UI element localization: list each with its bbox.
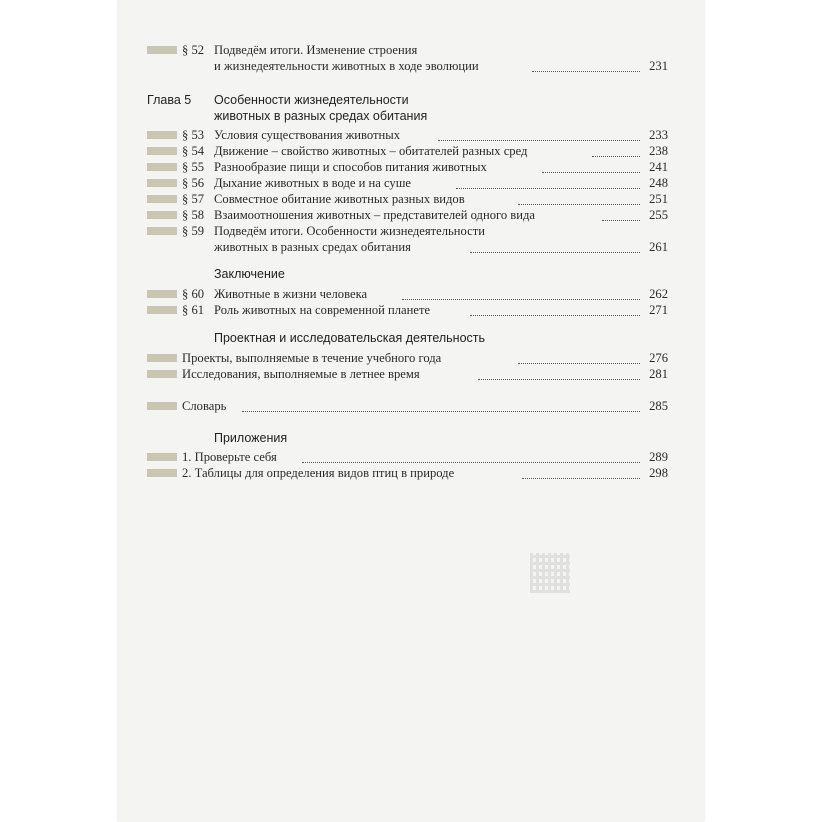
toc-entry-54 <box>118 143 704 159</box>
dot-leader <box>402 298 640 300</box>
chapter-label: Глава 5 <box>147 93 192 107</box>
dot-leader <box>518 362 640 364</box>
show-through-qr <box>530 553 570 593</box>
projects-heading: Проектная и исследовательская деятельность <box>214 331 486 345</box>
section-title-line2: животных в разных средах обитания <box>214 240 411 254</box>
section-number: § 59 <box>182 224 205 238</box>
page-number: 251 <box>649 192 668 206</box>
toc-entry-52 <box>118 42 704 58</box>
section-number: § 60 <box>182 287 205 301</box>
dot-leader <box>532 70 640 72</box>
page-number: 233 <box>649 128 668 142</box>
entry-title: 2. Таблицы для определения видов птиц в природе <box>182 466 455 480</box>
section-number: § 54 <box>182 144 205 158</box>
chapter-title-line1: Особенности жизнедеятельности <box>214 93 409 107</box>
section-title: Дыхание животных в воде и на суше <box>214 176 411 190</box>
chapter-title-line2: животных в разных средах обитания <box>214 109 428 123</box>
dot-leader <box>592 155 640 157</box>
toc-entry-projects <box>118 350 704 366</box>
section-title: Совместное обитание животных разных видов <box>214 192 465 206</box>
page-number: 276 <box>649 351 668 365</box>
toc-entry-dictionary <box>118 398 704 414</box>
dot-leader <box>470 251 640 253</box>
section-marker <box>147 131 177 139</box>
section-number: § 57 <box>182 192 205 206</box>
dot-leader <box>456 187 640 189</box>
toc-entry-61 <box>118 302 704 318</box>
page-number: 241 <box>649 160 668 174</box>
conclusion-heading: Заключение <box>214 267 285 281</box>
toc-entry-56 <box>118 175 704 191</box>
toc-entry-research <box>118 366 704 382</box>
section-title-line2: и жизнедеятельности животных в ходе эволюции <box>214 59 479 73</box>
toc-entry-58 <box>118 207 704 223</box>
section-marker <box>147 227 177 235</box>
page-number: 248 <box>649 176 668 190</box>
page-number: 285 <box>649 399 668 413</box>
section-number: § 56 <box>182 176 205 190</box>
section-title-line1: Подведём итоги. Изменение строения <box>214 43 418 57</box>
entry-title: Исследования, выполняемые в летнее время <box>182 367 420 381</box>
section-title: Разнообразие пищи и способов питания животных <box>214 160 487 174</box>
dot-leader <box>470 314 640 316</box>
toc-entry-52-cont <box>118 58 704 74</box>
dot-leader <box>302 461 640 463</box>
section-number: § 58 <box>182 208 205 222</box>
page-number: 231 <box>649 59 668 73</box>
dot-leader <box>602 219 640 221</box>
section-title: Животные в жизни человека <box>214 287 368 301</box>
dot-leader <box>478 378 640 380</box>
section-title-line1: Подведём итоги. Особенности жизнедеятельности <box>214 224 485 238</box>
section-number: § 55 <box>182 160 205 174</box>
section-title: Роль животных на современной планете <box>214 303 431 317</box>
page-number: 238 <box>649 144 668 158</box>
entry-title: 1. Проверьте себя <box>182 450 277 464</box>
section-marker <box>147 469 177 477</box>
section-marker <box>147 211 177 219</box>
toc-entry-appendix-2 <box>118 465 704 481</box>
section-marker <box>147 46 177 54</box>
entry-title: Словарь <box>182 399 227 413</box>
dot-leader <box>438 139 640 141</box>
section-title: Условия существования животных <box>214 128 400 142</box>
dot-leader <box>518 203 640 205</box>
book-page <box>118 0 704 822</box>
page-number: 298 <box>649 466 668 480</box>
appendix-heading: Приложения <box>214 431 288 445</box>
section-marker <box>147 306 177 314</box>
section-marker <box>147 195 177 203</box>
section-marker <box>147 370 177 378</box>
toc-entry-57 <box>118 191 704 207</box>
section-marker <box>147 179 177 187</box>
section-title: Движение – свойство животных – обитателей разных сред <box>214 144 528 158</box>
toc-entry-53 <box>118 127 704 143</box>
section-marker <box>147 402 177 410</box>
toc-entry-59 <box>118 223 704 239</box>
toc-entry-55 <box>118 159 704 175</box>
section-marker <box>147 290 177 298</box>
section-marker <box>147 354 177 362</box>
section-number: § 53 <box>182 128 205 142</box>
toc-entry-appendix-1 <box>118 449 704 465</box>
page-number: 281 <box>649 367 668 381</box>
section-number: § 52 <box>182 43 205 57</box>
section-marker <box>147 147 177 155</box>
section-marker <box>147 163 177 171</box>
page-number: 261 <box>649 240 668 254</box>
toc-entry-60 <box>118 286 704 302</box>
page-number: 262 <box>649 287 668 301</box>
dot-leader <box>522 477 640 479</box>
section-marker <box>147 453 177 461</box>
section-number: § 61 <box>182 303 205 317</box>
page-number: 289 <box>649 450 668 464</box>
page-number: 271 <box>649 303 668 317</box>
dot-leader <box>242 410 640 412</box>
section-title: Взаимоотношения животных – представителей одного вида <box>214 208 535 222</box>
toc-entry-59-cont <box>118 239 704 255</box>
dot-leader <box>542 171 640 173</box>
page-number: 255 <box>649 208 668 222</box>
entry-title: Проекты, выполняемые в течение учебного года <box>182 351 442 365</box>
